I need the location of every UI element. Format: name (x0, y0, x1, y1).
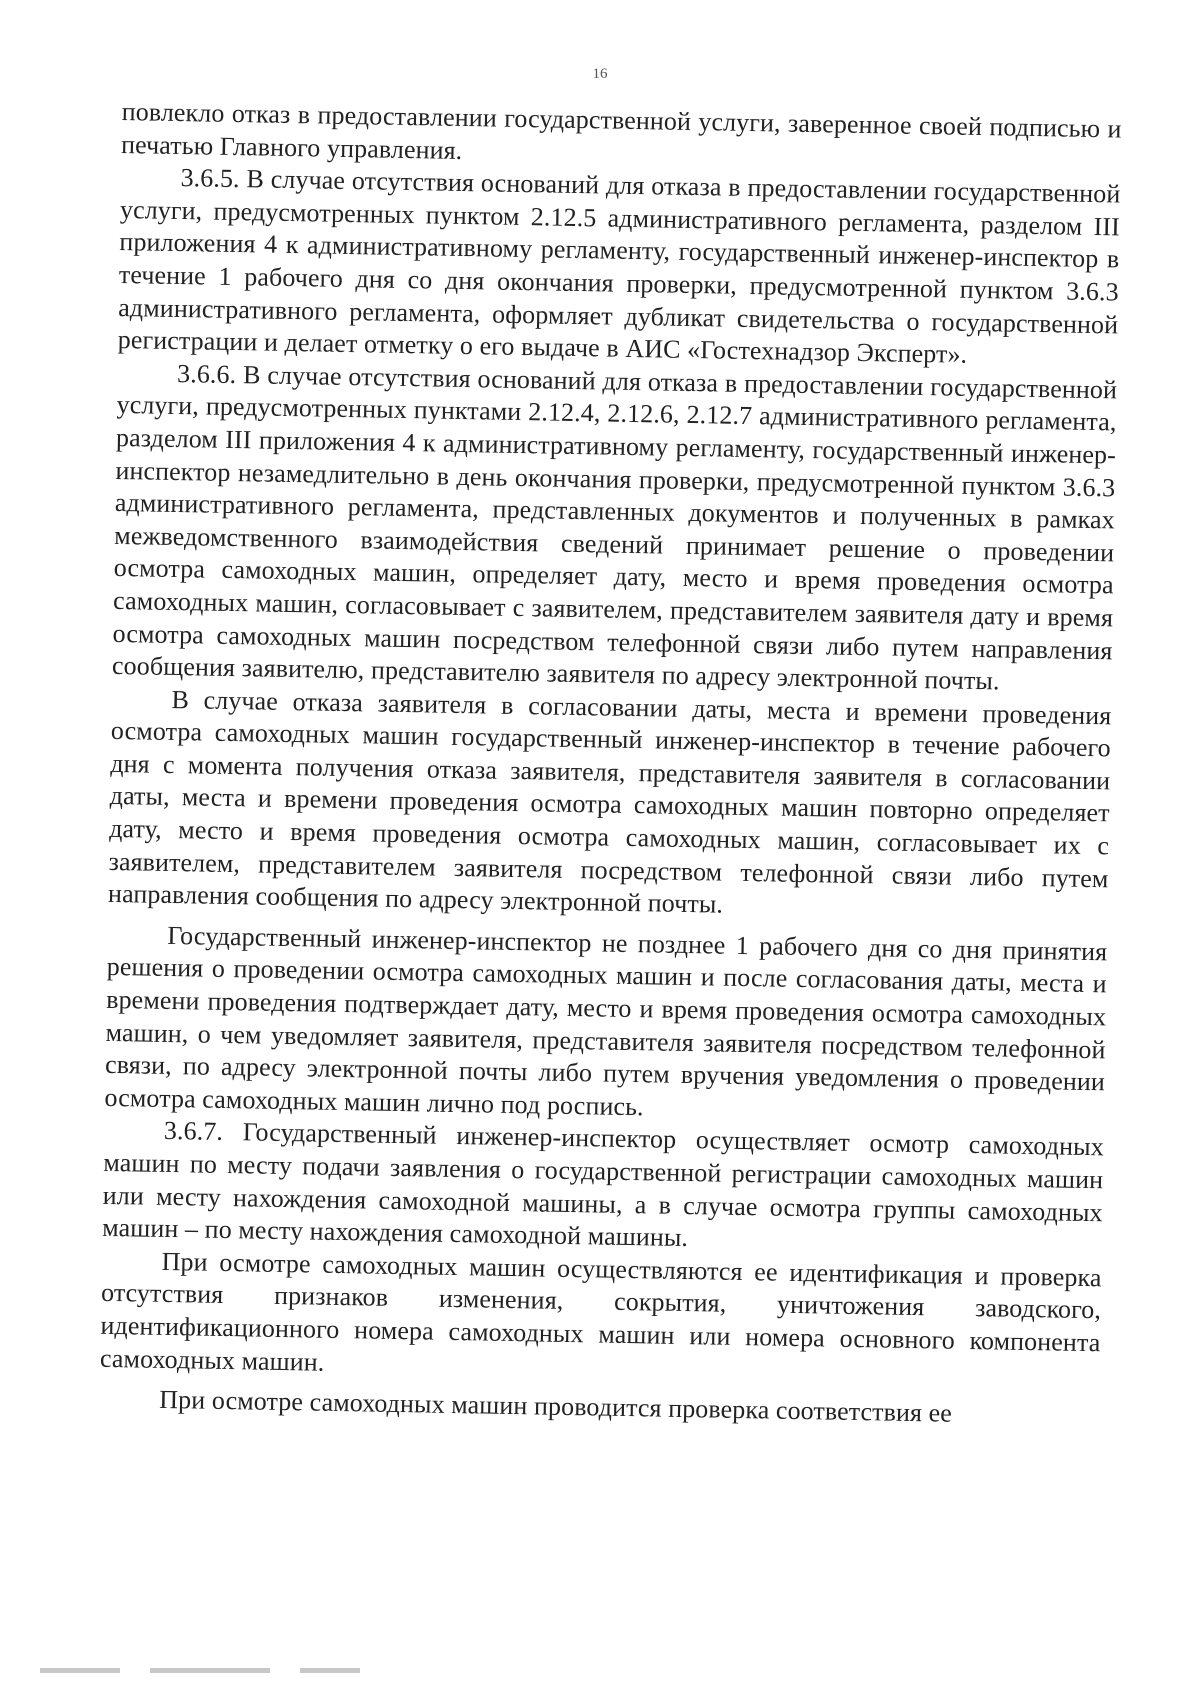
paragraph-refusal-of-agreement: В случае отказа заявителя в согласовании даты, места и времени проведения осмотра самоходных машин государственный инженер-инспектор в течение рабочего дня с момента получения отказа заявителя, представителя заявителя в согласовании даты, места и времени проведения осмотра самоходных машин повторно определяет дату, место и время проведения осмотра самоходных машин, согласовывает их с заявителем, представителем заявителя посредством телефонной связи либо путем направления сообщения по адресу электронной почты. (107, 684, 1112, 919)
paragraph-3-6-5: 3.6.5. В случае отсутствия оснований для отказа в предоставлении государственной услуги, предусмотренных пунктом 2.12.5 административного регламента, разделом III приложения 4 к административному регламенту, государственный инженер-инспектор в течение 1 рабочего дня со дня окончания проверки, предусмотренной пунктом 3.6.3 административного регламента, оформляет дубликат свидетельства о государственной регистрации и делает отметку о его выдаче в АИС «Гостехнадзор Эксперт». (117, 163, 1121, 369)
document-body (99, 96, 1122, 1433)
paragraph-continuation: повлекло отказ в предоставлении государственной услуги, заверенное своей подписью и печатью Главного управления. (120, 96, 1122, 165)
paragraph-inspector-confirmation: Государственный инженер-инспектор не позднее 1 рабочего дня со дня принятия решения о проведении осмотра самоходных машин и после согласования даты, места и времени проведения подтверждает дату, место и время проведения осмотра самоходных машин, о чем уведомляет заявителя, представителя заявителя посредством телефонной связи, по адресу электронной почты либо путем вручения уведомления о проведении осмотра самоходных машин лично под роспись. (104, 920, 1108, 1122)
paragraph-3-6-7: 3.6.7. Государственный инженер-инспектор осуществляет осмотр самоходных машин по месту подачи заявления о государственной регистрации самоходных машин или месту нахождения самоходной машины, а в случае осмотра группы самоходных машин – по месту нахождения самоходной машины. (101, 1116, 1105, 1253)
page-number: 16 (592, 66, 608, 82)
scan-artifact-mark (300, 1668, 360, 1673)
paragraph-compliance-check: При осмотре самоходных машин проводится проверка соответствия ее (159, 1385, 953, 1428)
scan-artifact-mark (150, 1668, 270, 1673)
paragraph-identification-check: При осмотре самоходных машин осуществляются ее идентификация и проверка отсутствия признаков изменения, сокрытия, уничтожения заводского, идентификационного номера самоходных машин или номера основного компонента самоходных машин. (99, 1246, 1102, 1377)
scan-artifact-mark (40, 1668, 120, 1673)
paragraph-3-6-6: 3.6.6. В случае отсутствия оснований для отказа в предоставлении государственной услуги, предусмотренных пунктами 2.12.4, 2.12.6, 2.12.7 административного регламента, разделом III приложения 4 к административному регламенту, государственный инженер-инспектор незамедлительно в день окончания проверки, предусмотренной пунктом 3.6.3 административного регламента, представленных документов и полученных в рамках межведомственного взаимодействия сведений принимает решение о проведении осмотра самоходных машин, определяет дату, место и время проведения осмотра самоходных машин, согласовывает с заявителем, представителем заявителя дату и время осмотра самоходных машин посредством телефонной связи либо путем направления сообщения заявителю, представителю заявителя по адресу электронной почты. (111, 358, 1118, 696)
